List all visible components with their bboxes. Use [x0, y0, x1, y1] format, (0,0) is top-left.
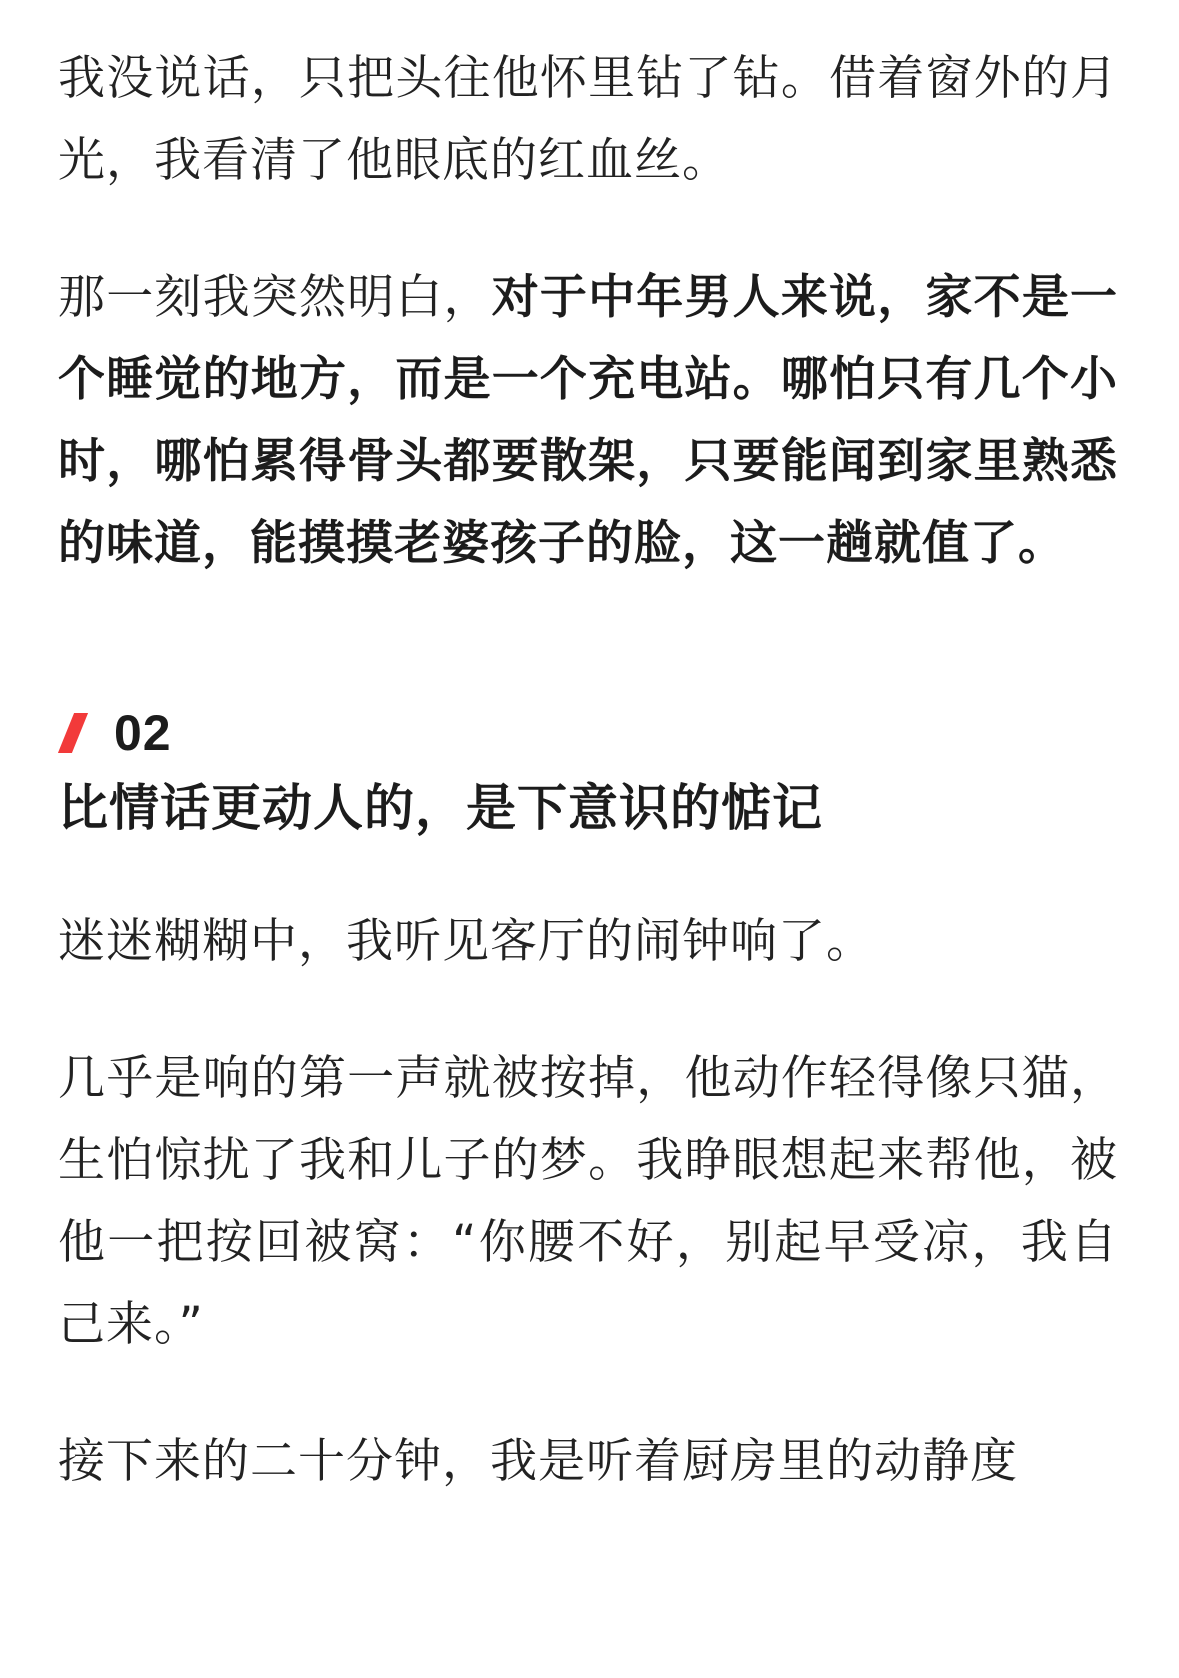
- section-header: [58, 703, 1118, 763]
- paragraph-kitchen: 接下来的二十分钟，我是听着厨房里的动静度: [58, 1434, 1018, 1489]
- paragraph-bold-text: 对于中年男人来说，家不是一个睡觉的地方，而是一个充电站。哪怕只有几个小时，哪怕累得骨头都要散架，只要能闻到家里熟悉的味道，能摸摸老婆孩子的脸，这一趟就值了。: [58, 270, 1119, 571]
- paragraph-lead-text: 那一刻我突然明白，: [58, 270, 492, 325]
- paragraph-alarm: 迷迷糊糊中，我听见客厅的闹钟响了。: [58, 914, 874, 969]
- paragraph-moonlight: 我没说话，只把头往他怀里钻了钻。借着窗外的月光，我看清了他眼底的红血丝。: [58, 51, 1118, 188]
- section-number: 02: [114, 705, 172, 761]
- red-slash-icon: [58, 713, 88, 753]
- paragraph-charging-station: [58, 257, 1118, 585]
- article-body: [58, 38, 1118, 1503]
- paragraph-quiet-husband: 几乎是响的第一声就被按掉，他动作轻得像只猫，生怕惊扰了我和儿子的梦。我睁眼想起来帮他，被他一把按回被窝：“你腰不好，别起早受凉，我自己来。”: [58, 1051, 1118, 1352]
- section-title: 比情话更动人的，是下意识的惦记: [58, 779, 823, 837]
